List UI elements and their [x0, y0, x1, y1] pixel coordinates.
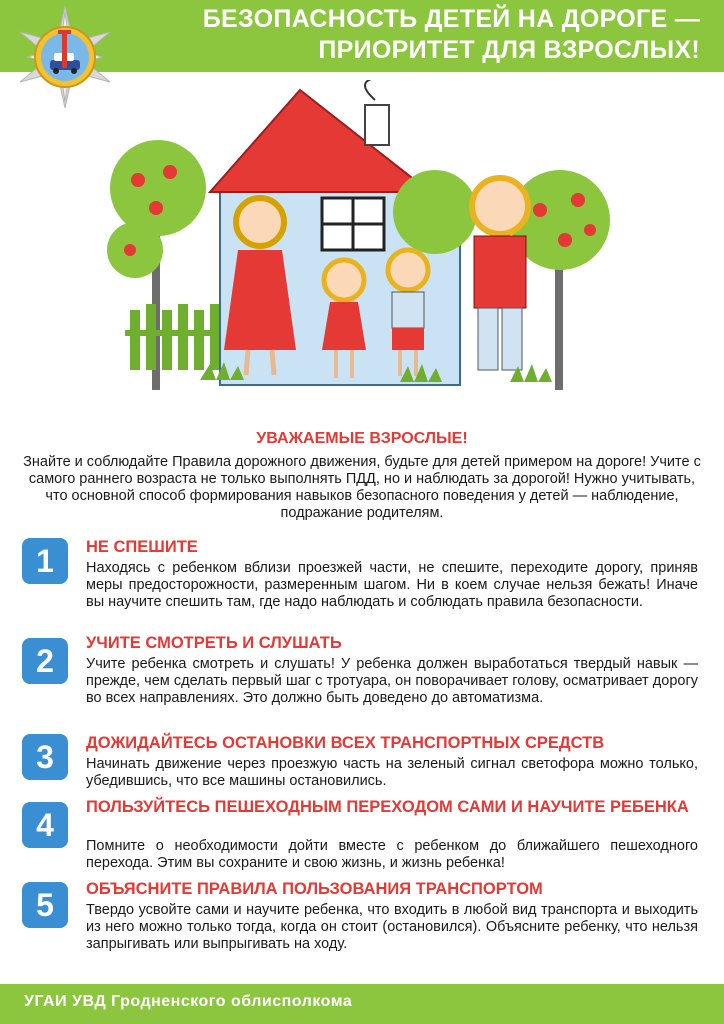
rule-number-badge: 5 [22, 882, 68, 928]
rule-title: УЧИТЕ СМОТРЕТЬ И СЛУШАТЬ [86, 634, 342, 652]
rule-number-badge: 4 [22, 802, 68, 848]
footer-organization: УГАИ УВД Гродненского облисполкома [24, 993, 353, 1010]
rule-text: Помните о необходимости дойти вместе с ребенком до ближайшего пешеходного перехода. Этим вы сохраните и свою жизнь, и жизнь ребенка! [86, 838, 698, 871]
title-line-1: БЕЗОПАСНОСТЬ ДЕТЕЙ НА ДОРОГЕ — [202, 5, 700, 33]
rule-number-badge: 2 [22, 638, 68, 684]
rule-title: ДОЖИДАЙТЕСЬ ОСТАНОВКИ ВСЕХ ТРАНСПОРТНЫХ СРЕДСТВ [86, 734, 605, 752]
intro-paragraph: Знайте и соблюдайте Правила дорожного движения, будьте для детей примером на дороге! Учите с самого раннего возраста не только выполнять ПДД, но и наблюдать за дорогой! Нужно учитывать, что основной способ формирования навыков безопасного поведения у детей — наблюдение, подражание родителям. [23, 454, 701, 521]
family-house-illustration [100, 80, 620, 420]
title-line-2: ПРИОРИТЕТ ДЛЯ ВЗРОСЛЫХ! [318, 36, 700, 64]
rule-number-badge: 3 [22, 734, 68, 780]
rule-text: Твердо усвойте сами и научите ребенка, что входить в любой вид транспорта и выходить из него можно только тогда, когда он стоит (остановился). Объясните ребенку, что нельзя запрыгивать или выпрыгивать на ходу. [86, 902, 698, 952]
page-title [100, 4, 700, 66]
rule-text: Учите ребенка смотреть и слушать! У ребенка должен выработаться твердый навык — прежде, чем сделать первый шаг с тротуара, он поворачивает голову, осматривает дорогу во всех направлениях. Это должно быть доведено до автоматизма. [86, 656, 698, 706]
rule-title: ОБЪЯСНИТЕ ПРАВИЛА ПОЛЬЗОВАНИЯ ТРАНСПОРТОМ [86, 880, 543, 898]
rule-text: Начинать движение через проезжую часть на зеленый сигнал светофора можно только, убедившись, что все машины остановились. [86, 756, 698, 789]
rule-text: Находясь с ребенком вблизи проезжей части, не спешите, переходите дорогу, приняв меры предосторожности, размеренным шагом. Ни в коем случае нельзя бежать! Иначе вы научите спешить там, где надо наблюдать и соблюдать правила безопасности. [86, 560, 698, 610]
footer-bar [0, 984, 724, 1024]
rule-title: НЕ СПЕШИТЕ [86, 538, 198, 556]
rule-number-badge: 1 [22, 538, 68, 584]
rule-title: ПОЛЬЗУЙТЕСЬ ПЕШЕХОДНЫМ ПЕРЕХОДОМ САМИ И НАУЧИТЕ РЕБЕНКА [86, 798, 689, 816]
greeting-heading: УВАЖАЕМЫЕ ВЗРОСЛЫЕ! [256, 430, 468, 447]
